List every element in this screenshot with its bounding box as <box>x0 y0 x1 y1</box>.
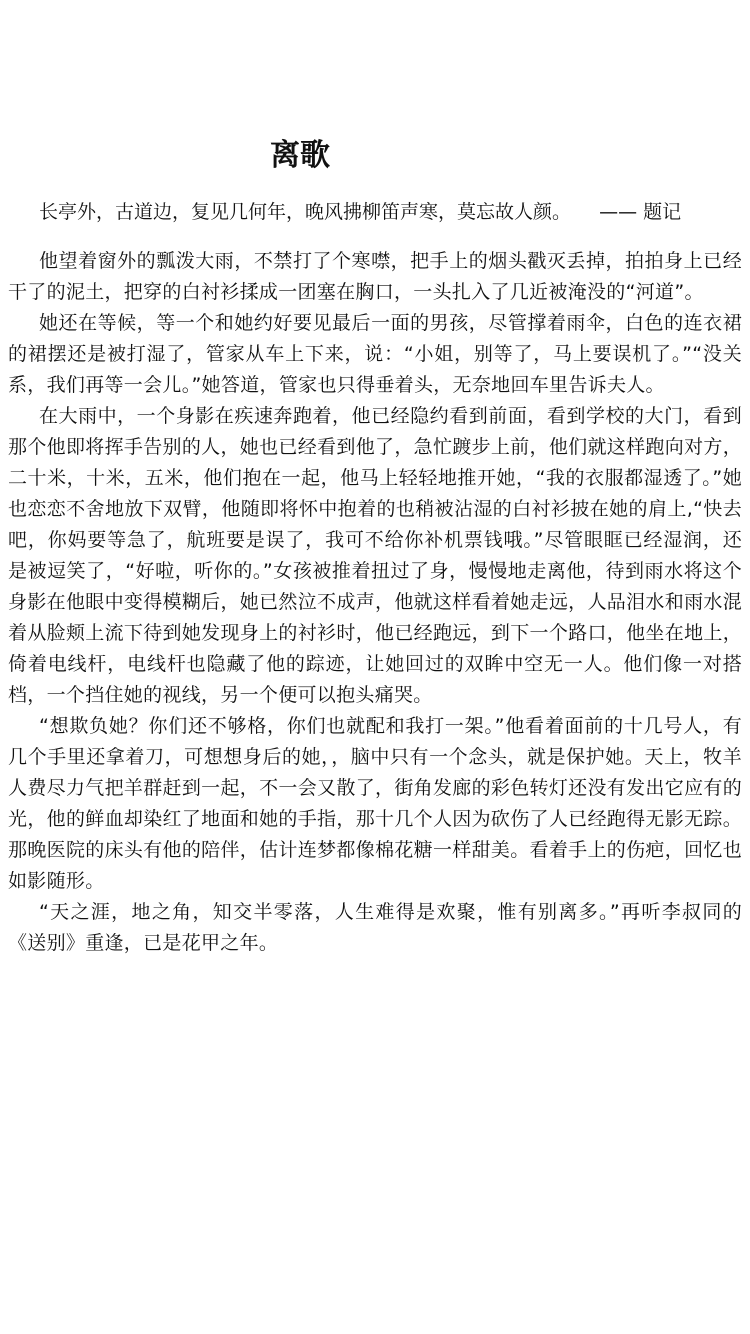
paragraph: 在大雨中，一个身影在疾速奔跑着，他已经隐约看到前面，看到学校的大门，看到那个他即将挥手告别的人，她也已经看到他了，急忙踱步上前，他们就这样跑向对方，二十米，十米，五米，他们抱在一起，他马上轻轻地推开她，“我的衣服都湿透了。”她也恋恋不舍地放下双臂，他随即将怀中抱着的也稍被沾湿的白衬衫披在她的肩上,“快去吧，你妈要等急了，航班要是误了，我可不给你补机票钱哦。”尽管眼眶已经湿润，还是被逗笑了，“好啦，听你的。”女孩被推着扭过了身，慢慢地走离他，待到雨水将这个身影在他眼中变得模糊后，她已然泣不成声，他就这样看着她走远，人品泪水和雨水混着从脸颊上流下待到她发现身上的衬衫时，他已经跑远，到下一个路口，他坐在地上，倚着电线杆，电线杆也隐藏了他的踪迹，让她回过的双眸中空无一人。他们像一对搭档，一个挡住她的视线，另一个便可以抱头痛哭。 <box>8 405 742 706</box>
paragraph: 他望着窗外的瓢泼大雨，不禁打了个寒噤，把手上的烟头戳灭丢掉，拍拍身上已经干了的泥土，把穿的白衬衫揉成一团塞在胸口，一头扎入了几近被淹没的“河道”。 <box>8 250 742 303</box>
paragraph: 她还在等候，等一个和她约好要见最后一面的男孩，尽管撑着雨伞，白色的连衣裙的裙摆还是被打湿了，管家从车上下来，说：“小姐，别等了，马上要误机了。”“没关系，我们再等一会儿。”她答道，管家也只得垂着头，无奈地回车里告诉夫人。 <box>8 312 742 396</box>
paragraph: “天之涯，地之角，知交半零落，人生难得是欢聚，惟有别离多。”再听李叔同的《送别》重逢，已是花甲之年。 <box>8 901 742 954</box>
epigraph-text: 长亭外，古道边，复见几何年，晚风拂柳笛声寒，莫忘故人颜。 <box>39 201 572 223</box>
epigraph <box>8 196 742 228</box>
article <box>8 128 742 959</box>
epigraph-attribution: —— 题记 <box>599 201 682 223</box>
paragraph: “想欺负她？你们还不够格，你们也就配和我打一架。”他看着面前的十几号人，有几个手里还拿着刀，可想想身后的她，，脑中只有一个念头，就是保护她。天上，牧羊人费尽力气把羊群赶到一起，不一会又散了，街角发廊的彩色转灯还没有发出它应有的光，他的鲜血却染红了地面和她的手指，那十几个人因为砍伤了人已经跑得无影无踪。那晚医院的床头有他的陪伴，估计连梦都像棉花糖一样甜美。看着手上的伤疤，回忆也如影随形。 <box>8 715 742 892</box>
article-title: 离歌 <box>270 138 330 173</box>
